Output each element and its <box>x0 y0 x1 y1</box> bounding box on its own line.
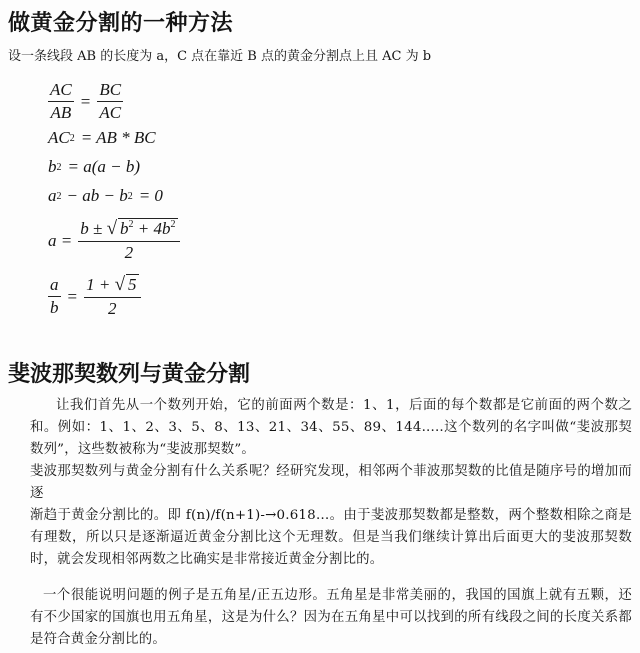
paragraph: 让我们首先从一个数列开始，它的前面两个数是：1、1，后面的每个数都是它前面的两个数之和。例如：1、1、2、3、5、8、13、21、34、55、89、144.....这个数列的名字叫做“斐波那契数列”，这些数被称为“斐波那契数”。 <box>30 398 632 457</box>
rhs: = 0 <box>138 186 163 205</box>
exponent: 2 <box>127 190 133 202</box>
fraction-bc-ac <box>97 80 123 123</box>
denominator: AC <box>99 103 122 122</box>
paragraph: 渐趋于黄金分割比的。即 f(n)/f(n+1)-→0.618…。由于斐波那契数都是整数，两个整数相除之商是有理数，所以只是逐渐逼近黄金分割比这个无理数。但是当我们继续计算出后面更大的斐波那契数时，就会发现相邻两数之比确实是非常接近黄金分割比的。 <box>30 508 632 567</box>
exponent: 2 <box>69 132 75 144</box>
paragraph: 一个很能说明问题的例子是五角星/正五边形。五角星是非常美丽的，我国的国旗上就有五颗，还有不少国家的国旗也用五角星，这是为什么？因为在五角星中可以找到的所有线段之间的长度关系都是符合黄金分割比的。 <box>30 588 632 647</box>
section-title-golden-method: 做黄金分割的一种方法 <box>8 11 234 36</box>
numerator: BC <box>97 80 123 102</box>
equation-ac-squared <box>48 128 156 148</box>
equals-sign: = <box>80 91 91 111</box>
fraction-a-b <box>48 275 61 318</box>
equation-quadratic-solution <box>48 218 180 263</box>
term: + 4b <box>133 219 171 238</box>
intro-text: 设一条线段 AB 的长度为 a，C 点在靠近 B 点的黄金分割点上且 AC 为 b <box>8 49 432 64</box>
fraction-ac-ab <box>48 80 74 123</box>
radical <box>115 274 139 296</box>
exponent: 2 <box>56 161 62 173</box>
exponent: 2 <box>56 190 62 202</box>
exponent: 2 <box>170 219 176 230</box>
numerator <box>78 218 179 242</box>
numerator <box>84 274 140 298</box>
term: − ab − b <box>66 186 128 205</box>
denominator: b <box>50 298 59 317</box>
denominator: 2 <box>108 299 117 318</box>
radical <box>107 218 178 240</box>
rhs: = a(a − b) <box>67 157 141 176</box>
term: 1 + <box>86 275 115 294</box>
term: a <box>48 186 57 205</box>
radicand <box>118 218 177 240</box>
denominator: AB <box>50 103 72 122</box>
sqrt-icon: √ <box>114 274 126 295</box>
exponent: 2 <box>128 219 134 230</box>
term: b <box>48 157 57 176</box>
radicand: 5 <box>128 275 137 294</box>
equation-ratio <box>48 80 123 123</box>
equation-quadratic <box>48 186 163 206</box>
rhs: = AB * BC <box>80 128 156 147</box>
numerator: AC <box>48 80 74 102</box>
numerator: a <box>48 275 61 297</box>
term: AC <box>48 128 70 147</box>
fraction-solution <box>78 218 179 263</box>
lhs: a = <box>48 230 73 250</box>
paragraph: 斐波那契数列与黄金分割有什么关系呢？经研究发现，相邻两个菲波那契数的比值是随序号的增加而逐 <box>30 464 632 501</box>
term: b <box>120 219 129 238</box>
equals-sign: = <box>67 286 78 306</box>
term: b ± <box>80 219 107 238</box>
equation-b-squared <box>48 157 140 177</box>
sqrt-icon: √ <box>106 218 118 239</box>
equation-golden-ratio <box>48 274 141 319</box>
fraction-golden <box>84 274 140 319</box>
denominator: 2 <box>124 243 134 262</box>
section-title-fibonacci: 斐波那契数列与黄金分割 <box>8 362 251 387</box>
